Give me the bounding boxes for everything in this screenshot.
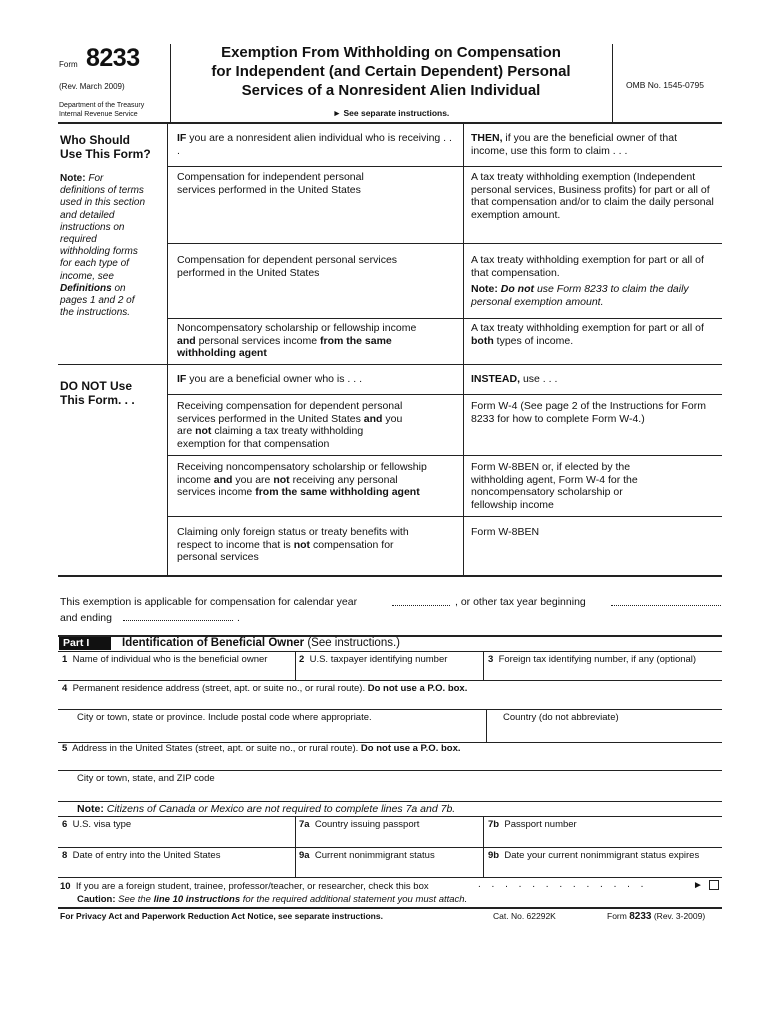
if-label: IF — [177, 373, 187, 385]
field-num: 5 — [62, 743, 68, 754]
text: you are — [177, 412, 403, 437]
country-input[interactable] — [488, 724, 720, 740]
field-num: 4 — [62, 683, 68, 694]
passport-country-input[interactable] — [297, 832, 481, 846]
privacy-notice: For Privacy Act and Paperwork Reduction Act Notice, see separate instructions. — [60, 911, 383, 921]
instead-text: use . . . — [522, 373, 558, 385]
if-text: you are a beneficial owner who is . . . — [189, 373, 363, 385]
field-text: U.S. visa type — [72, 819, 132, 830]
field-9b-label — [488, 850, 699, 861]
nonimmigrant-status-input[interactable] — [297, 862, 481, 876]
footer-form-id — [607, 911, 705, 922]
field-text: Foreign tax identifying number, if any (optional) — [498, 654, 697, 665]
dn-row-1-left — [177, 400, 409, 450]
field-text: Permanent residence address (street, apt. or suite no., or rural route). — [72, 683, 366, 694]
calendar-year-input[interactable] — [392, 605, 450, 606]
catalog-number: Cat. No. 62292K — [493, 911, 556, 921]
caution-text-bold: line 10 instructions — [153, 894, 241, 905]
row-3-right — [471, 322, 716, 347]
form-title — [175, 43, 607, 100]
text-bold: not — [195, 425, 212, 437]
field-text-bold: Do not use a P.O. box. — [367, 683, 468, 694]
text: receiving any personal services income — [177, 473, 398, 498]
dn-row-1-right: Form W-4 (See page 2 of the Instructions for Form 8233 for how to complete Form W-4.) — [471, 400, 706, 425]
field-text: Country issuing passport — [314, 819, 420, 830]
field-10-label — [60, 881, 429, 892]
field-num: 10 — [60, 881, 71, 892]
heading-line-2: Use This Form? — [60, 147, 151, 161]
field-text: U.S. taxpayer identifying number — [309, 654, 448, 665]
note-text: the instructions. — [60, 307, 131, 319]
field-text: Date your current nonimmigrant status expires — [504, 850, 700, 861]
us-taxpayer-id-input[interactable] — [297, 667, 481, 679]
text: Receiving noncompensatory scholarship or fellowship income — [177, 461, 427, 486]
field-8-label — [62, 850, 220, 861]
instead-label: INSTEAD, — [471, 373, 521, 385]
text: Receiving compensation for dependent personal services performed in the United States — [177, 400, 403, 425]
field-4-country-label: Country (do not abbreviate) — [503, 712, 619, 723]
revision-date: (Rev. March 2009) — [59, 82, 125, 91]
text: compensation for personal services — [177, 538, 394, 563]
caution-label: Caution: — [77, 894, 116, 905]
form-number: 8233 — [86, 44, 140, 72]
ending-text: and ending — [60, 612, 112, 624]
field-num: 8 — [62, 850, 68, 861]
permanent-address-input[interactable] — [60, 695, 720, 709]
field-1-label — [62, 654, 267, 665]
text-bold: and — [177, 334, 196, 347]
text-bold: both — [471, 334, 494, 347]
text-bold: not — [293, 538, 311, 551]
if-label: IF — [177, 132, 187, 144]
status-expiry-input[interactable] — [485, 862, 720, 876]
note-definitions: Definitions — [60, 282, 112, 294]
footer-form-number: 8233 — [629, 911, 652, 922]
field-text: If you are a foreign student, trainee, professor/teacher, or researcher, check this box — [75, 881, 429, 892]
note-text: pages 1 and 2 of — [60, 295, 135, 307]
note-label: Note: — [471, 283, 498, 295]
then-text: if you are the beneficial owner of that income, use this form to claim . . . — [471, 132, 678, 157]
row-1-right: A tax treaty withholding exemption (Independent personal services, Business profits) for part or all of that compensation and/or to claim the daily personal exemption amount. — [471, 171, 714, 221]
title-line-3: Services of a Nonresident Alien Individual — [241, 82, 541, 99]
field-num: 9b — [488, 850, 500, 861]
field-num: 3 — [488, 654, 494, 665]
field-2-label — [299, 654, 447, 665]
field-7a-label — [299, 819, 419, 830]
field-5-label — [62, 743, 461, 754]
instead-header — [471, 373, 716, 386]
footer-form-word: Form — [607, 911, 627, 921]
footer-revision: (Rev. 3-2009) — [653, 911, 706, 921]
dn-row-2-right: Form W-8BEN or, if elected by the withholding agent, Form W-4 for the noncompensatory scholarship or fellowship income — [471, 461, 638, 511]
row-2-left: Compensation for dependent personal services performed in the United States — [177, 254, 398, 279]
tax-year-begin-input[interactable] — [611, 605, 721, 606]
city-state-postal-input[interactable] — [60, 724, 484, 740]
field-text: Current nonimmigrant status — [314, 850, 435, 861]
dn-row-3-left — [177, 526, 427, 564]
then-header — [471, 132, 716, 157]
entry-date-input[interactable] — [60, 862, 293, 876]
department-line: Department of the Treasury — [59, 102, 145, 109]
note-text: on — [114, 282, 126, 294]
row-2-right-text: A tax treaty withholding exemption for part or all of that compensation. — [471, 254, 704, 279]
caution-text-c: for the required additional statement you must attach. — [242, 894, 468, 905]
heading-line-1: Who Should — [60, 133, 130, 147]
part-title — [122, 637, 400, 649]
text: Claiming only foreign status or treaty benefits with respect to income that is — [177, 526, 409, 551]
field-text: Address in the United States (street, apt. or suite no., or rural route). — [72, 743, 359, 754]
caution-text — [77, 894, 467, 905]
note-text: for each type of — [60, 258, 129, 270]
text-bold: not — [273, 473, 290, 486]
text: you are — [235, 473, 271, 486]
field-3-label — [488, 654, 696, 665]
visa-type-input[interactable] — [60, 832, 293, 846]
note-text: instructions on — [60, 221, 125, 233]
note-text: definitions of terms — [60, 185, 144, 197]
note-text: and detailed — [60, 209, 115, 221]
omb-number: OMB No. 1545-0795 — [626, 80, 704, 90]
field-num: 7a — [299, 819, 310, 830]
field-9a-label — [299, 850, 435, 861]
if-text: you are a nonresident alien individual who is receiving . . . — [177, 132, 452, 157]
us-address-input[interactable] — [60, 755, 720, 769]
note-text: use Form 8233 to claim the daily personal exemption amount. — [471, 283, 689, 308]
note-do-not: Do not — [500, 283, 535, 295]
exemption-text: This exemption is applicable for compensation for calendar year — [60, 596, 358, 608]
text: claiming a tax treaty withholding exemption for that compensation — [177, 425, 364, 450]
text-bold: and — [213, 473, 233, 486]
note-text: required — [60, 234, 97, 246]
field-7b-label — [488, 819, 577, 830]
part-label: Part I — [59, 637, 111, 650]
foreign-tax-id-input[interactable] — [485, 667, 720, 679]
tax-year-text: , or other tax year beginning — [455, 596, 586, 608]
field-text: Date of entry into the United States — [72, 850, 221, 861]
agency-line: Internal Revenue Service — [59, 111, 138, 118]
text: Noncompensatory scholarship or fellowship income — [177, 322, 417, 334]
then-label: THEN, — [471, 132, 503, 144]
note-text: For — [88, 173, 104, 184]
foreign-student-checkbox[interactable] — [709, 880, 719, 890]
note-text: income, see — [60, 270, 114, 282]
caution-text-a: See the — [118, 894, 151, 905]
note-text: withholding forms — [60, 246, 138, 258]
field-text: Name of individual who is the beneficial owner — [72, 654, 268, 665]
field-4-label — [62, 683, 467, 694]
field-num: 9a — [299, 850, 310, 861]
text: personal services income — [198, 334, 318, 347]
dn-row-2-left — [177, 461, 427, 499]
field-text: Passport number — [504, 819, 577, 830]
field-num: 6 — [62, 819, 68, 830]
note-label: Note: — [60, 173, 86, 184]
field-num: 1 — [62, 654, 68, 665]
who-should-heading — [60, 133, 151, 161]
definitions-note — [60, 173, 160, 319]
part-title-suffix: (See instructions.) — [307, 637, 400, 649]
text-bold: from the same withholding agent — [177, 334, 392, 359]
title-line-2: for Independent (and Certain Dependent) Personal — [211, 63, 571, 80]
field-text-bold: Do not use a P.O. box. — [360, 743, 461, 754]
text: types of income. — [496, 334, 574, 347]
field-4-city-label: City or town, state or province. Include postal code where appropriate. — [77, 712, 372, 723]
tax-year-end-input[interactable] — [123, 620, 233, 621]
note-text: Citizens of Canada or Mexico are not required to complete lines 7a and 7b. — [106, 803, 456, 815]
row-1-left: Compensation for independent personal services performed in the United States — [177, 171, 364, 196]
text-bold: and — [363, 412, 383, 425]
if-header — [177, 132, 457, 157]
row-3-left — [177, 322, 417, 360]
title-line-1: Exemption From Withholding on Compensation — [221, 44, 561, 61]
do-not-heading — [60, 379, 135, 407]
note-label: Note: — [77, 803, 104, 815]
if-header — [177, 373, 457, 386]
heading-line-2: This Form. . . — [60, 393, 135, 407]
row-2-right — [471, 254, 716, 308]
us-city-state-zip-input[interactable] — [60, 785, 720, 799]
note-text: used in this section — [60, 197, 146, 209]
see-instructions: ► See separate instructions. — [332, 108, 450, 118]
heading-line-1: DO NOT Use — [60, 379, 133, 393]
text: A tax treaty withholding exemption for part or all of — [471, 322, 704, 334]
field-num: 2 — [299, 654, 305, 665]
citizens-note — [77, 803, 455, 815]
field-num: 7b — [488, 819, 500, 830]
field-6-label — [62, 819, 131, 830]
dn-row-3-right: Form W-8BEN — [471, 526, 540, 538]
beneficial-owner-name-input[interactable] — [60, 667, 293, 679]
text-bold: from the same withholding agent — [255, 486, 420, 498]
passport-number-input[interactable] — [485, 832, 720, 846]
form-word: Form — [59, 60, 78, 69]
arrow-icon: ► — [693, 880, 703, 891]
part-title-text: Identification of Beneficial Owner — [122, 637, 305, 649]
field-5-city-label: City or town, state, and ZIP code — [77, 773, 215, 784]
